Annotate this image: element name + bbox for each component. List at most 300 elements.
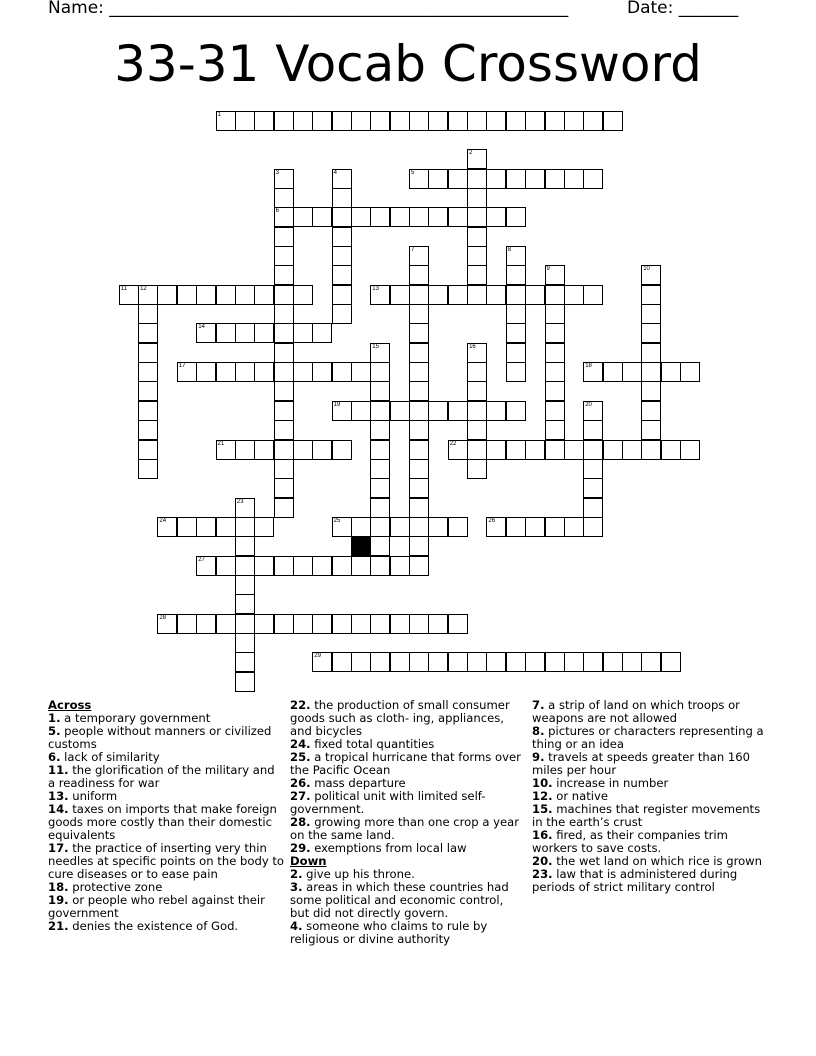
grid-cell[interactable] [564,652,584,672]
grid-cell[interactable] [351,207,371,227]
grid-cell[interactable] [486,401,506,421]
grid-cell[interactable] [390,207,410,227]
grid-cell[interactable] [332,362,352,382]
black-square [351,536,371,556]
grid-cell[interactable] [312,323,332,343]
grid-cell[interactable] [525,652,545,672]
grid-cell[interactable] [274,227,294,247]
grid-cell[interactable] [351,401,371,421]
grid-cell[interactable] [467,265,487,285]
grid-cell[interactable] [545,362,565,382]
grid-cell[interactable] [293,111,313,131]
grid-cell[interactable] [409,459,429,479]
grid-cell[interactable] [235,111,255,131]
grid-cell[interactable] [254,323,274,343]
grid-cell[interactable] [545,440,565,460]
grid-cell[interactable] [235,575,255,595]
grid-cell[interactable] [235,614,255,634]
grid-cell[interactable] [312,556,332,576]
grid-cell[interactable] [119,285,139,305]
grid-cell[interactable] [409,440,429,460]
clues-column-1 [48,699,284,933]
grid-cell[interactable] [370,440,390,460]
grid-cell[interactable] [157,614,177,634]
grid-cell[interactable] [293,440,313,460]
grid-cell[interactable] [583,652,603,672]
grid-cell[interactable] [157,517,177,537]
grid-cell[interactable] [622,652,642,672]
grid-cell[interactable] [274,381,294,401]
grid-cell[interactable] [138,459,158,479]
grid-cell[interactable] [293,362,313,382]
grid-cell[interactable] [409,323,429,343]
grid-cell[interactable] [216,362,236,382]
grid-cell[interactable] [583,111,603,131]
grid-cell[interactable] [274,246,294,266]
grid-cell[interactable] [196,323,216,343]
grid-cell[interactable] [486,169,506,189]
grid-cell[interactable] [370,459,390,479]
grid-cell[interactable] [583,285,603,305]
grid-cell[interactable] [293,556,313,576]
grid-cell[interactable] [545,323,565,343]
grid-cell[interactable] [680,362,700,382]
grid-cell[interactable] [390,517,410,537]
grid-cell[interactable] [274,265,294,285]
grid-cell[interactable] [545,111,565,131]
grid-cell[interactable] [583,401,603,421]
grid-cell[interactable] [274,401,294,421]
grid-cell[interactable] [370,401,390,421]
grid-cell[interactable] [641,401,661,421]
grid-cell[interactable] [370,478,390,498]
grid-cell[interactable] [409,111,429,131]
grid-cell[interactable] [312,440,332,460]
grid-cell[interactable] [138,440,158,460]
grid-cell[interactable] [448,169,468,189]
grid-cell[interactable] [235,285,255,305]
grid-cell[interactable] [409,265,429,285]
grid-cell[interactable] [390,652,410,672]
grid-cell[interactable] [409,536,429,556]
grid-cell[interactable] [235,652,255,672]
grid-cell[interactable] [467,440,487,460]
grid-cell[interactable] [274,420,294,440]
grid-cell[interactable] [274,169,294,189]
grid-cell[interactable] [370,111,390,131]
grid-cell[interactable] [545,304,565,324]
grid-cell[interactable] [157,285,177,305]
grid-cell[interactable] [409,246,429,266]
clue-number: 24 [159,517,167,524]
grid-cell[interactable] [409,362,429,382]
grid-cell[interactable] [409,207,429,227]
grid-cell[interactable] [177,517,197,537]
clue-number: 23 [236,498,244,505]
grid-cell[interactable] [467,362,487,382]
grid-cell[interactable] [235,517,255,537]
grid-cell[interactable] [641,285,661,305]
grid-cell[interactable] [254,614,274,634]
grid-cell[interactable] [409,169,429,189]
grid-cell[interactable] [138,285,158,305]
grid-cell[interactable] [370,420,390,440]
grid-cell[interactable] [641,420,661,440]
grid-cell[interactable] [216,614,236,634]
grid-cell[interactable] [603,440,623,460]
grid-cell[interactable] [448,111,468,131]
grid-cell[interactable] [506,304,526,324]
grid-cell[interactable] [312,362,332,382]
grid-cell[interactable] [583,440,603,460]
grid-cell[interactable] [525,111,545,131]
grid-cell[interactable] [332,285,352,305]
grid-cell[interactable] [390,556,410,576]
grid-cell[interactable] [545,517,565,537]
grid-cell[interactable] [312,111,332,131]
grid-cell[interactable] [370,343,390,363]
grid-cell[interactable] [254,285,274,305]
grid-cell[interactable] [641,265,661,285]
grid-cell[interactable] [216,285,236,305]
grid-cell[interactable] [138,420,158,440]
grid-cell[interactable] [506,246,526,266]
grid-cell[interactable] [370,498,390,518]
grid-cell[interactable] [409,556,429,576]
grid-cell[interactable] [486,207,506,227]
grid-cell[interactable] [486,111,506,131]
grid-cell[interactable] [235,594,255,614]
grid-cell[interactable] [622,362,642,382]
grid-cell[interactable] [235,440,255,460]
grid-cell[interactable] [545,343,565,363]
grid-cell[interactable] [332,227,352,247]
grid-cell[interactable] [428,401,448,421]
grid-cell[interactable] [351,652,371,672]
grid-cell[interactable] [196,285,216,305]
grid-cell[interactable] [641,323,661,343]
grid-cell[interactable] [486,517,506,537]
grid-cell[interactable] [370,381,390,401]
grid-cell[interactable] [467,343,487,363]
grid-cell[interactable] [525,440,545,460]
grid-cell[interactable] [661,440,681,460]
grid-cell[interactable] [332,614,352,634]
grid-cell[interactable] [274,207,294,227]
grid-cell[interactable] [506,652,526,672]
grid-cell[interactable] [409,517,429,537]
grid-cell[interactable] [545,420,565,440]
grid-cell[interactable] [467,652,487,672]
grid-cell[interactable] [467,401,487,421]
grid-cell[interactable] [641,362,661,382]
grid-cell[interactable] [506,323,526,343]
grid-cell[interactable] [448,401,468,421]
grid-cell[interactable] [428,652,448,672]
grid-cell[interactable] [467,111,487,131]
grid-cell[interactable] [274,440,294,460]
grid-cell[interactable] [274,304,294,324]
grid-cell[interactable] [545,401,565,421]
grid-cell[interactable] [545,285,565,305]
grid-cell[interactable] [641,343,661,363]
clue-text: the production of small consumer goods such as cloth- ing, appliances, and bicycles [290,698,510,738]
grid-cell[interactable] [467,381,487,401]
grid-cell[interactable] [177,614,197,634]
grid-cell[interactable] [409,304,429,324]
grid-cell[interactable] [390,285,410,305]
grid-cell[interactable] [409,343,429,363]
grid-cell[interactable] [312,652,332,672]
grid-cell[interactable] [545,169,565,189]
grid-cell[interactable] [583,498,603,518]
grid-cell[interactable] [216,111,236,131]
grid-cell[interactable] [641,381,661,401]
clue-text: pictures or characters representing a thing or an idea [532,724,764,751]
grid-cell[interactable] [448,207,468,227]
grid-cell[interactable] [448,285,468,305]
grid-cell[interactable] [409,420,429,440]
clue-number-label: 10. [532,776,553,790]
grid-cell[interactable] [641,652,661,672]
grid-cell[interactable] [274,498,294,518]
grid-cell[interactable] [409,652,429,672]
grid-cell[interactable] [583,459,603,479]
grid-cell[interactable] [661,362,681,382]
grid-cell[interactable] [274,556,294,576]
grid-cell[interactable] [467,188,487,208]
grid-cell[interactable] [254,517,274,537]
grid-cell[interactable] [428,517,448,537]
grid-cell[interactable] [409,614,429,634]
grid-cell[interactable] [196,362,216,382]
clue-number: 28 [159,614,167,621]
grid-cell[interactable] [235,362,255,382]
grid-cell[interactable] [370,207,390,227]
grid-cell[interactable] [196,517,216,537]
grid-cell[interactable] [428,169,448,189]
grid-cell[interactable] [351,517,371,537]
clue-text: someone who claims to rule by religious or divine authority [290,919,488,946]
clue-number-label: 15. [532,802,553,816]
grid-cell[interactable] [583,169,603,189]
grid-cell[interactable] [332,246,352,266]
grid-cell[interactable] [332,207,352,227]
grid-cell[interactable] [545,265,565,285]
grid-cell[interactable] [506,440,526,460]
grid-cell[interactable] [467,227,487,247]
grid-cell[interactable] [506,169,526,189]
grid-cell[interactable] [409,381,429,401]
grid-cell[interactable] [235,633,255,653]
grid-cell[interactable] [332,401,352,421]
grid-cell[interactable] [216,323,236,343]
grid-cell[interactable] [351,362,371,382]
grid-cell[interactable] [254,440,274,460]
grid-cell[interactable] [506,111,526,131]
grid-cell[interactable] [448,517,468,537]
grid-cell[interactable] [293,207,313,227]
grid-cell[interactable] [177,362,197,382]
grid-cell[interactable] [274,343,294,363]
grid-cell[interactable] [216,440,236,460]
grid-cell[interactable] [293,614,313,634]
grid-cell[interactable] [525,169,545,189]
grid-cell[interactable] [564,517,584,537]
grid-cell[interactable] [370,362,390,382]
grid-cell[interactable] [467,169,487,189]
grid-cell[interactable] [467,420,487,440]
grid-cell[interactable] [390,111,410,131]
grid-cell[interactable] [351,111,371,131]
grid-cell[interactable] [332,304,352,324]
grid-cell[interactable] [661,652,681,672]
clue-item [532,803,768,829]
grid-cell[interactable] [506,517,526,537]
grid-cell[interactable] [564,440,584,460]
grid-cell[interactable] [564,169,584,189]
grid-cell[interactable] [467,459,487,479]
grid-cell[interactable] [332,111,352,131]
grid-cell[interactable] [525,285,545,305]
clue-text: denies the existence of God. [68,919,239,933]
grid-cell[interactable] [293,323,313,343]
grid-cell[interactable] [312,207,332,227]
grid-cell[interactable] [274,111,294,131]
grid-cell[interactable] [467,285,487,305]
grid-cell[interactable] [312,614,332,634]
down-heading: Down [290,854,327,868]
grid-cell[interactable] [467,149,487,169]
grid-cell[interactable] [409,498,429,518]
grid-cell[interactable] [603,652,623,672]
grid-cell[interactable] [603,362,623,382]
grid-cell[interactable] [370,285,390,305]
grid-cell[interactable] [332,556,352,576]
grid-cell[interactable] [332,169,352,189]
grid-cell[interactable] [235,556,255,576]
grid-cell[interactable] [409,478,429,498]
grid-cell[interactable] [370,556,390,576]
grid-cell[interactable] [506,207,526,227]
grid-cell[interactable] [235,323,255,343]
grid-cell[interactable] [506,362,526,382]
grid-cell[interactable] [506,401,526,421]
grid-cell[interactable] [235,498,255,518]
grid-cell[interactable] [332,440,352,460]
grid-cell[interactable] [254,111,274,131]
grid-cell[interactable] [351,556,371,576]
grid-cell[interactable] [370,652,390,672]
grid-cell[interactable] [332,517,352,537]
grid-cell[interactable] [641,304,661,324]
grid-cell[interactable] [216,556,236,576]
grid-cell[interactable] [545,381,565,401]
grid-cell[interactable] [467,207,487,227]
grid-cell[interactable] [564,285,584,305]
grid-cell[interactable] [196,614,216,634]
grid-cell[interactable] [583,517,603,537]
grid-cell[interactable] [332,188,352,208]
grid-cell[interactable] [428,111,448,131]
grid-cell[interactable] [622,440,642,460]
grid-cell[interactable] [583,478,603,498]
grid-cell[interactable] [583,362,603,382]
grid-cell[interactable] [448,440,468,460]
grid-cell[interactable] [138,343,158,363]
grid-cell[interactable] [506,265,526,285]
grid-cell[interactable] [545,652,565,672]
grid-cell[interactable] [428,207,448,227]
grid-cell[interactable] [641,440,661,460]
grid-cell[interactable] [390,614,410,634]
grid-cell[interactable] [525,517,545,537]
clue-text: the wet land on which rice is grown [552,854,763,868]
grid-cell[interactable] [603,111,623,131]
grid-cell[interactable] [332,265,352,285]
grid-cell[interactable] [448,652,468,672]
clue-number-label: 8. [532,724,545,738]
grid-cell[interactable] [274,362,294,382]
grid-cell[interactable] [583,420,603,440]
grid-cell[interactable] [680,440,700,460]
grid-cell[interactable] [177,285,197,305]
clue-number-label: 25. [290,750,311,764]
grid-cell[interactable] [390,401,410,421]
grid-cell[interactable] [370,517,390,537]
grid-cell[interactable] [506,285,526,305]
grid-cell[interactable] [138,362,158,382]
clue-number-label: 16. [532,828,553,842]
grid-cell[interactable] [254,556,274,576]
grid-cell[interactable] [351,614,371,634]
clue-text: uniform [68,789,118,803]
grid-cell[interactable] [138,401,158,421]
grid-cell[interactable] [138,323,158,343]
grid-cell[interactable] [274,614,294,634]
grid-cell[interactable] [370,614,390,634]
grid-cell[interactable] [274,285,294,305]
grid-cell[interactable] [332,652,352,672]
grid-cell[interactable] [448,614,468,634]
grid-cell[interactable] [486,440,506,460]
grid-cell[interactable] [235,536,255,556]
grid-cell[interactable] [254,362,274,382]
grid-cell[interactable] [467,246,487,266]
grid-cell[interactable] [486,285,506,305]
clue-text: exemptions from local law [310,841,467,855]
grid-cell[interactable] [409,285,429,305]
grid-cell[interactable] [293,285,313,305]
grid-cell[interactable] [216,517,236,537]
grid-cell[interactable] [506,343,526,363]
grid-cell[interactable] [486,652,506,672]
grid-cell[interactable] [274,459,294,479]
grid-cell[interactable] [274,323,294,343]
grid-cell[interactable] [428,285,448,305]
grid-cell[interactable] [235,672,255,692]
grid-cell[interactable] [196,556,216,576]
grid-cell[interactable] [564,111,584,131]
grid-cell[interactable] [428,614,448,634]
grid-cell[interactable] [274,478,294,498]
grid-cell[interactable] [274,188,294,208]
grid-cell[interactable] [370,536,390,556]
grid-cell[interactable] [138,304,158,324]
grid-cell[interactable] [138,381,158,401]
date-line: Date: _______ [627,0,739,18]
grid-cell[interactable] [409,401,429,421]
